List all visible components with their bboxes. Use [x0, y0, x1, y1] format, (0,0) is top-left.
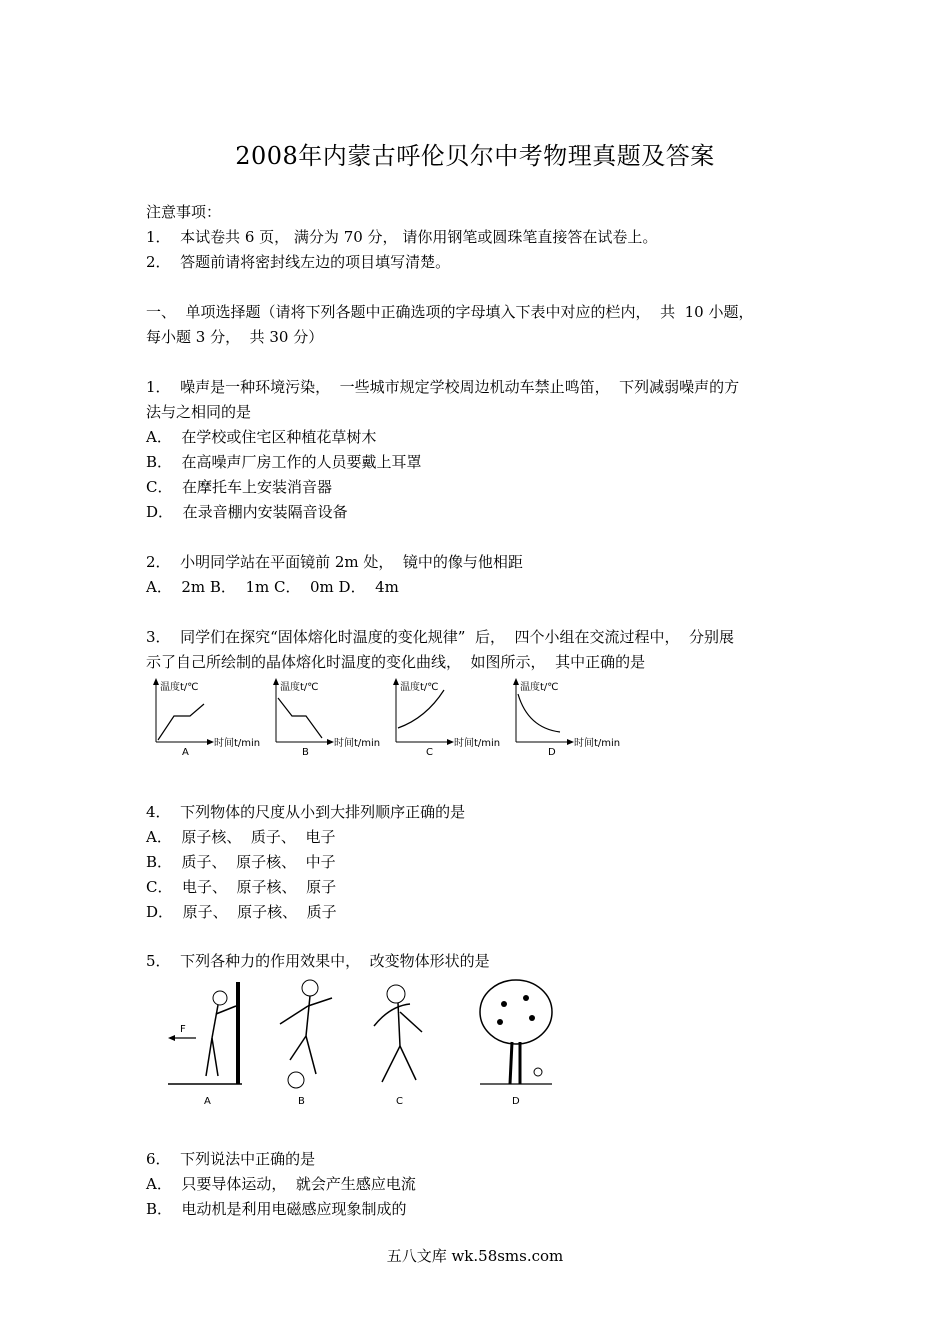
question-4-stem: 4． 下列物体的尺度从小到大排列顺序正确的是 — [146, 803, 466, 821]
graph-c — [386, 676, 506, 756]
question-4-option-c: C． 电子、 原子核、 原子 — [146, 878, 337, 896]
graph-a — [146, 676, 266, 756]
question-3-stem: 3． 同学们在探究“固体熔化时温度的变化规律” 后， 四个小组在交流过程中， 分别展 — [146, 628, 735, 646]
question-2-stem: 2． 小明同学站在平面镜前 2m 处， 镜中的像与他相距 — [146, 553, 523, 571]
question-4-option-b: B． 质子、 原子核、 中子 — [146, 853, 336, 871]
graph-a-xlabel: 时间t/min — [214, 738, 261, 749]
question-3-stem-cont: 示了自己所绘制的晶体熔化时温度的变化曲线， 如图所示， 其中正确的是 — [146, 653, 646, 671]
figure-a-letter: A — [204, 1096, 211, 1107]
question-1-stem-cont: 法与之相同的是 — [146, 403, 252, 421]
figure-c-letter: C — [396, 1096, 403, 1107]
question-1-option-b: B． 在高噪声厂房工作的人员要戴上耳罩 — [146, 453, 422, 471]
graph-b-ylabel: 温度t/℃ — [280, 682, 319, 693]
question-1-option-a: A． 在学校或住宅区种植花草树木 — [146, 428, 377, 446]
question-6-option-b: B． 电动机是利用电磁感应现象制成的 — [146, 1200, 407, 1218]
question-1-option-d: D． 在录音棚内安装隔音设备 — [146, 503, 348, 521]
page-title: 2008年内蒙古呼伦贝尔中考物理真题及答案 — [235, 142, 715, 170]
question-6-option-a: A． 只要导体运动， 就会产生感应电流 — [146, 1175, 416, 1193]
graph-d-letter: D — [548, 747, 556, 756]
figure-d-apple-tree — [480, 980, 552, 1107]
figure-d-letter: D — [512, 1096, 520, 1107]
graph-c-xlabel: 时间t/min — [454, 738, 501, 749]
section-heading-cont: 每小题 3 分， 共 30 分） — [146, 328, 324, 346]
figure-b-letter: B — [298, 1096, 305, 1107]
question-5-figures — [160, 976, 580, 1111]
graph-c-letter: C — [426, 747, 433, 756]
graph-b — [266, 676, 386, 756]
question-4-option-d: D． 原子、 原子核、 质子 — [146, 903, 337, 921]
question-4-option-a: A． 原子核、 质子、 电子 — [146, 828, 336, 846]
graph-b-letter: B — [302, 747, 309, 756]
graph-d-ylabel: 温度t/℃ — [520, 682, 559, 693]
footer-watermark: 五八文库 wk.58sms.com — [386, 1247, 564, 1265]
figure-c-person-drawing-bow — [374, 985, 422, 1107]
figure-a-person-pushing-wall — [168, 982, 242, 1107]
graph-a-ylabel: 温度t/℃ — [160, 682, 199, 693]
notes-item: 1． 本试卷共 6 页， 满分为 70 分， 请你用钢笔或圆珠笔直接答在试卷上。 — [146, 228, 658, 246]
question-6-stem: 6． 下列说法中正确的是 — [146, 1150, 316, 1168]
graph-c-ylabel: 温度t/℃ — [400, 682, 439, 693]
question-2-options: A． 2m B． 1m C． 0m D． 4m — [146, 578, 399, 596]
graph-d-xlabel: 时间t/min — [574, 738, 621, 749]
graph-b-xlabel: 时间t/min — [334, 738, 381, 749]
graph-a-letter: A — [182, 747, 189, 756]
question-1-stem: 1． 噪声是一种环境污染， 一些城市规定学校周边机动车禁止鸣笛， 下列减弱噪声的方 — [146, 378, 740, 396]
question-5-stem: 5． 下列各种力的作用效果中， 改变物体形状的是 — [146, 952, 490, 970]
figure-a-force-label: F — [180, 1024, 186, 1035]
notes-heading: 注意事项： — [146, 203, 222, 221]
notes-item: 2． 答题前请将密封线左边的项目填写清楚。 — [146, 253, 451, 271]
figure-b-person-kicking-ball — [280, 980, 332, 1107]
section-heading: 一、 单项选择题（请将下列各题中正确选项的字母填入下表中对应的栏内， 共 10 小题， — [146, 303, 754, 321]
graph-d — [506, 676, 631, 756]
question-1-option-c: C． 在摩托车上安装消音器 — [146, 478, 333, 496]
